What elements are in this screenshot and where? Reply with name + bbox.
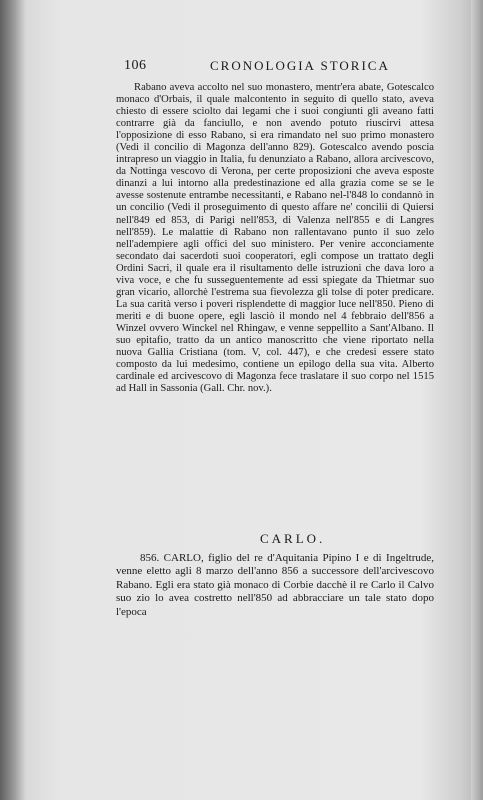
section-text [116,552,434,619]
page-edge [471,0,483,800]
section-title: CARLO. [260,531,326,546]
body-paragraph: Rabano aveva accolto nel suo monastero, mentr'era abate, Gotescalco monaco d'Orbais, il quale malcontento in seguito di quello stato, aveva chiesto di essere sciolto dai legami che i suoi congiunti gli aveano fatti contrarre già da fanciullo, e non avendo potuto riuscirvi attesa l'opposizione di esso Rabano, si era rimandato nel suo primo monastero (Vedi il concilio di Magonza dell'anno 829). Gotescalco avendo poscia intrapreso un viaggio in Italia, fu denunziato a Rabano, allora arcivescovo, da Nottinga vescovo di Verona, per certe proposizioni che aveva esposte dinanzi a lui intorno alla predestinazione ed alla grazia come se se le avesse sostenute entrambe necessitanti, e Rabano nel-l'848 lo condannò in un concilio (Vedi il proseguimento di questo affare ne' concilii di Quiersi nell'849 ed 853, di Parigi nell'853, di Valenza nell'855 e di Langres nell'859). Le malattie di Rabano non rallentavano punto il suo zelo nell'adempiere agli offici del suo ministero. Per venire acconciamente secondato dai sacerdoti suoi cooperatori, egli compose un trattato degli Ordini Sacri, il quale era il risultamento delle istruzioni che dava loro a viva voce, e che fu susseguentemente ad essi spiegate da Thietmar suo gran vicario, allorchè l'estrema sua fievolezza gli tolse di poter predicare. La sua carità verso i poveri risplendette di maggior luce nell'850. Pieno di meriti e di buone opere, egli lasciò il mondo nel 4 febbraio dell'856 a Winzel ovvero Winckel nel Rhingaw, e venne seppellito a Sant'Albano. Il suo epitafio, tratto da un antico manoscritto che viene riportato nella nuova Gallia Cristiana (tom. V, col. 447), e che credesi essere stato composto da lui medesimo, contiene un epilogo della sua vita. Alberto cardinale ed arcivescovo di Magonza fece traslatare il suo corpo nel 1515 ad Hall in Sassonia (Gall. Chr. nov.). [116,82,434,395]
book-page [100,58,440,618]
running-title: CRONOLOGIA STORICA [210,58,390,73]
body-text [116,82,434,395]
page-header [100,58,440,80]
section-paragraph: 856. CARLO, figlio del re d'Aquitania Pipino I e di Ingeltrude, venne eletto agli 8 marzo dell'anno 856 a successore dell'arcivescovo Rabano. Egli era stato già monaco di Corbie dacchè il re Carlo il Calvo suo zio lo avea costretto nell'850 ad abbracciare un tale stato dopo l'epoca [116,552,434,618]
page-number: 106 [124,58,147,73]
